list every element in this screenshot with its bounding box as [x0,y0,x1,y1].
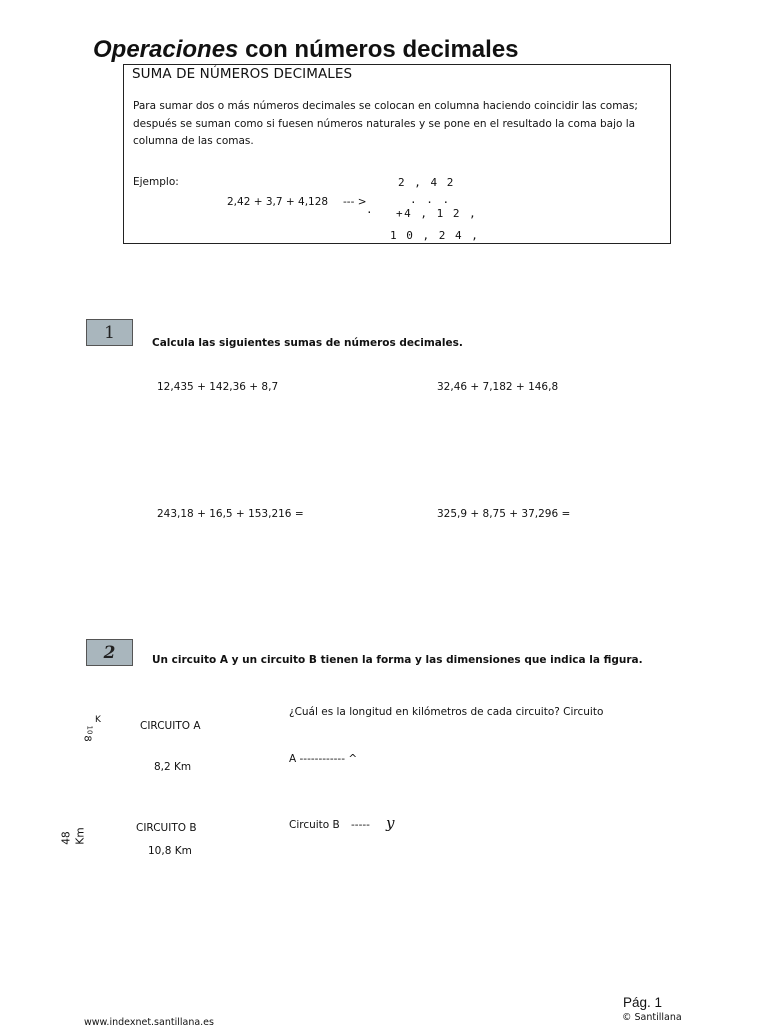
example-column-2: +4 , 1 2 , [396,207,478,220]
exercise-1-problem-c: 243,18 + 16,5 + 153,216 = [157,508,304,520]
example-label: Ejemplo: [133,176,179,188]
exercise-2-question: ¿Cuál es la longitud en kilómetros de cada circuito? Circuito [289,706,604,718]
page-number: Pág. 1 [623,995,663,1010]
intro-heading: SUMA DE NÚMEROS DECIMALES [132,66,353,82]
exercise-2-answer-b-mark: y [386,814,395,832]
example-expression: 2,42 + 3,7 + 4,128 [227,196,329,208]
exercise-1-problem-b: 32,46 + 7,182 + 146,8 [437,381,559,393]
exercise-1-number-badge: 1 [86,319,133,346]
circuit-a-rotated-small: 10 [85,725,94,735]
exercise-1-problem-d: 325,9 + 8,75 + 37,296 = [437,508,571,520]
circuit-b-label: CIRCUITO B [136,822,197,834]
example-arrow: --- > [343,196,367,208]
exercise-2-answer-a: A ------------ ^ [289,753,358,765]
exercise-2-number-badge: 2 [86,639,133,666]
circuit-b-rotated-unit: Km [74,827,87,845]
circuit-b-rotated-num: 48 [60,831,73,845]
example-column-dot-left: . [366,203,375,216]
intro-line-2: después se suman como si fuesen números naturales y se pone en el resultado la coma bajo la [133,118,636,130]
title-rest: con números decimales [245,36,519,63]
exercise-2-answer-b-dashes: ----- [351,819,370,831]
circuit-b-side: 10,8 Km [148,845,192,857]
circuit-a-k: K [95,715,101,725]
circuit-a-side: 8,2 Km [154,761,192,773]
title-italic: Operaciones [93,36,239,63]
circuit-a-label: CIRCUITO A [140,720,201,732]
page-title [93,36,519,64]
circuit-a-rotated-main: 8 [81,735,93,742]
exercise-1-problem-a: 12,435 + 142,36 + 8,7 [157,381,279,393]
copyright: © Santillana [622,1012,682,1023]
example-column-1: 2 , 4 2 [398,176,455,189]
exercise-2-answer-b-label: Circuito B [289,819,340,831]
intro-line-1: Para sumar dos o más números decimales se colocan en columna haciendo coincidir las comas; [133,100,638,112]
footer-url[interactable]: www.indexnet.santillana.es [84,1017,214,1028]
intro-line-3: columna de las comas. [133,135,254,147]
example-column-result: 1 0 , 2 4 , [390,229,480,242]
exercise-2-instruction: Un circuito A y un circuito B tienen la forma y las dimensiones que indica la figura. [152,654,643,666]
example-column-dots: . . . [410,193,451,206]
exercise-1-instruction: Calcula las siguientes sumas de números decimales. [152,337,463,349]
